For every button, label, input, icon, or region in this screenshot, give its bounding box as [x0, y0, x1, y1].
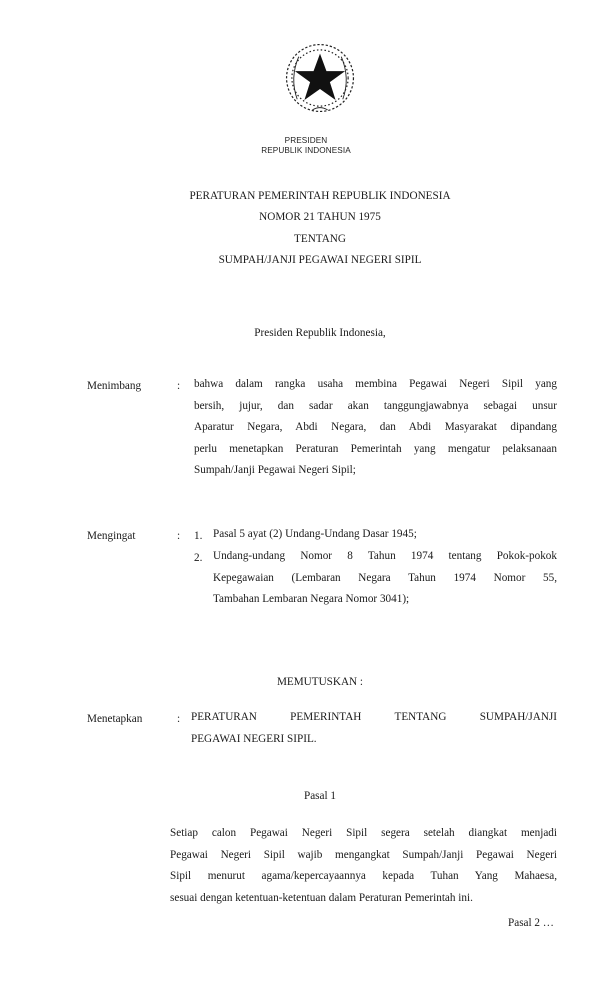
pasal-1-line: sesuai dengan ketentuan-ketentuan dalam Peraturan Pemerintah ini.	[170, 891, 473, 904]
menimbang-line: bersih, jujur, dan sadar akan tanggungjawabnya sebagai unsur	[194, 399, 557, 412]
mengingat-item-number: 2.	[194, 552, 203, 564]
institution-line1: PRESIDEN	[284, 136, 328, 145]
mengingat-item-2	[213, 546, 557, 611]
menimbang-label: Menimbang	[87, 380, 142, 392]
mengingat-item-line: Tambahan Lembaran Negara Nomor 3041);	[213, 593, 410, 606]
state-emblem-icon	[282, 40, 358, 116]
continuation-note: Pasal 2 …	[508, 917, 554, 929]
pasal-1-line: Setiap calon Pegawai Negeri Sipil segera setelah diangkat menjadi	[170, 827, 557, 839]
menimbang-line: Sumpah/Janji Pegawai Negeri Sipil;	[194, 464, 356, 477]
pasal-1-line: Pegawai Negeri Sipil wajib mengangkat Sumpah/Janji Pegawai Negeri	[170, 848, 557, 861]
title-subject: SUMPAH/JANJI PEGAWAI NEGERI SIPIL	[218, 254, 422, 266]
pasal-1-heading: Pasal 1	[303, 790, 336, 802]
menimbang-line: perlu menetapkan Peraturan Pemerintah yang mengatur pelaksanaan	[194, 442, 557, 455]
memutuskan-heading: MEMUTUSKAN :	[276, 676, 364, 688]
mengingat-item-number: 1.	[194, 530, 203, 542]
title-number: NOMOR 21 TAHUN 1975	[259, 211, 381, 223]
institution-line2: REPUBLIK INDONESIA	[261, 146, 351, 155]
mengingat-item-line: Pasal 5 ayat (2) Undang-Undang Dasar 1945;	[213, 528, 417, 540]
title-about: TENTANG	[294, 233, 346, 245]
mengingat-item-line: Undang-undang Nomor 8 Tahun 1974 tentang Pokok-pokok	[213, 550, 557, 562]
menimbang-colon: :	[177, 380, 181, 392]
pasal-1-line: Sipil menurut agama/kepercayaannya kepada Tuhan Yang Mahaesa,	[170, 870, 557, 883]
mengingat-item-1	[213, 524, 557, 546]
title-regulation: PERATURAN PEMERINTAH REPUBLIK INDONESIA	[189, 190, 451, 202]
menimbang-line: bahwa dalam rangka usaha membina Pegawai Negeri Sipil yang	[194, 378, 557, 390]
mengingat-label: Mengingat	[87, 530, 136, 542]
mengingat-item-line: Kepegawaian (Lembaran Negara Tahun 1974 Nomor 55,	[213, 571, 557, 584]
mengingat-colon: :	[177, 530, 181, 542]
menetapkan-line: PEGAWAI NEGERI SIPIL.	[191, 732, 317, 745]
menetapkan-colon: :	[177, 713, 181, 725]
pasal-1-body	[170, 823, 557, 909]
menetapkan-label: Menetapkan	[87, 713, 143, 725]
menetapkan-text	[191, 707, 557, 750]
garuda-star-wreath-icon	[282, 40, 358, 116]
menimbang-text	[194, 374, 557, 482]
menimbang-line: Aparatur Negara, Abdi Negara, dan Abdi Masyarakat dipandang	[194, 421, 557, 434]
preamble: Presiden Republik Indonesia,	[254, 327, 386, 339]
menetapkan-line: PERATURAN PEMERINTAH TENTANG SUMPAH/JANJI	[191, 711, 557, 723]
